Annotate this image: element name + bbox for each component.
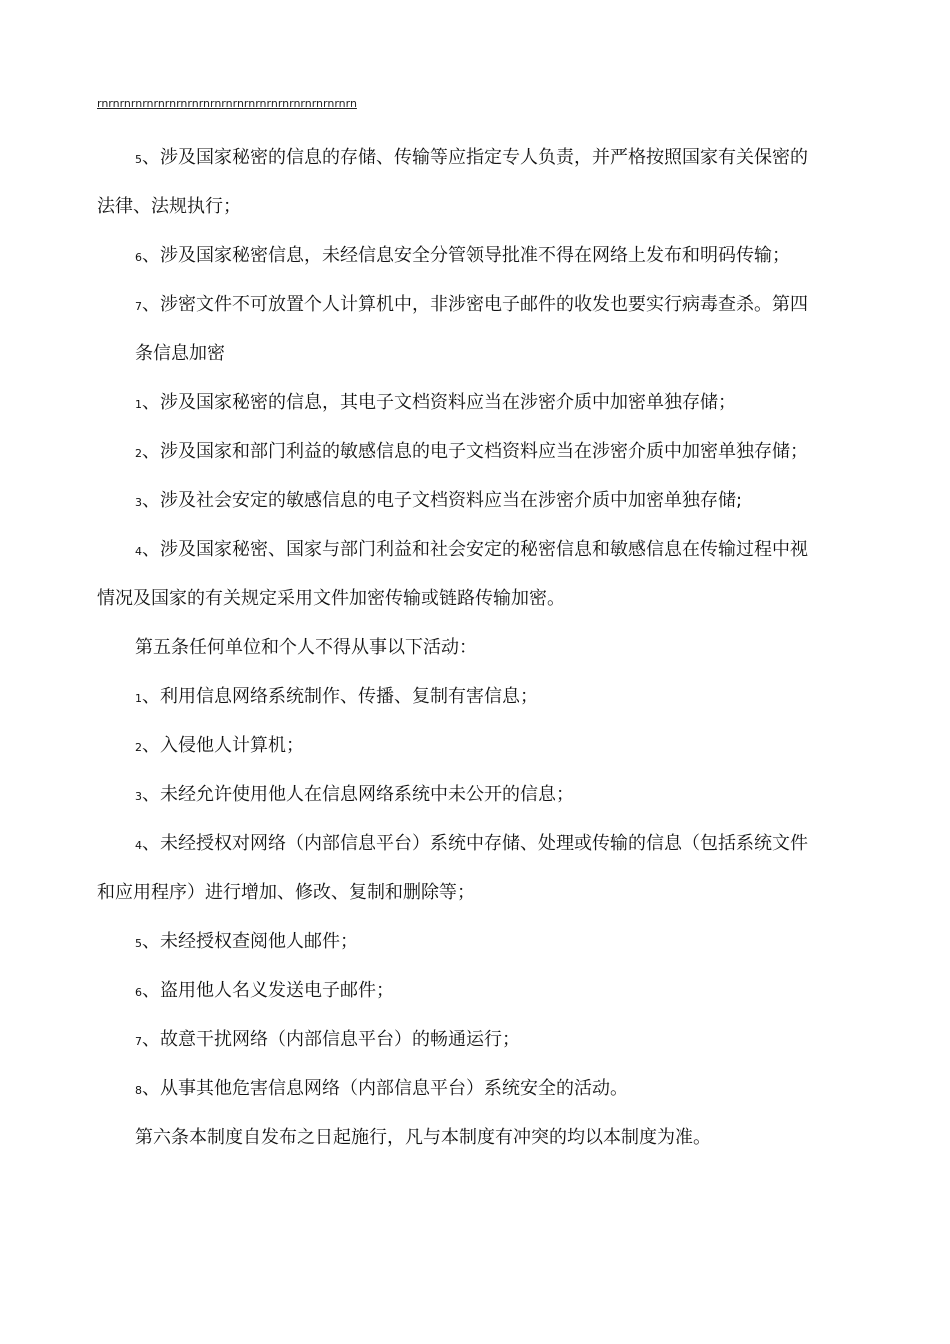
line-item-7 <box>135 294 808 318</box>
line-item-3 <box>135 490 742 514</box>
line-item-2 <box>135 735 304 759</box>
item-number: 4 <box>135 545 142 558</box>
line-item-1 <box>135 392 736 416</box>
item-text: 、未经授权查阅他人邮件； <box>142 931 358 952</box>
item-text: 第五条任何单位和个人不得从事以下活动： <box>135 637 477 658</box>
item-text: 、入侵他人计算机； <box>142 735 304 756</box>
item-number: 3 <box>135 790 142 803</box>
item-text: 、利用信息网络系统制作、传播、复制有害信息； <box>142 686 538 707</box>
line-item-1 <box>135 686 538 710</box>
item-text: 第六条本制度自发布之日起施行，凡与本制度有冲突的均以本制度为准。 <box>135 1127 711 1148</box>
item-number: 3 <box>135 496 142 509</box>
line-item-7 <box>135 1029 520 1053</box>
line-item-4 <box>135 539 808 563</box>
item-text: 、涉及国家秘密、国家与部门利益和社会安定的秘密信息和敏感信息在传输过程中视 <box>142 539 808 560</box>
line-item-5 <box>135 147 808 171</box>
item-text: 、涉及国家秘密的信息，其电子文档资料应当在涉密介质中加密单独存储； <box>142 392 736 413</box>
item-text: 、从事其他危害信息网络（内部信息平台）系统安全的活动。 <box>142 1078 628 1099</box>
header-garbled-text: rnrnrnrnrnrnrnrnrnrnrnrnrnrnrnrnrnrnrnrnrnrnrn <box>97 97 357 110</box>
line-continuation <box>97 882 475 904</box>
section-title <box>135 343 225 365</box>
line-item-2 <box>135 441 808 465</box>
item-text: 法律、法规执行； <box>97 196 241 217</box>
item-text: 、涉及国家秘密信息，未经信息安全分管领导批准不得在网络上发布和明码传输； <box>142 245 790 266</box>
item-text: 条信息加密 <box>135 343 225 364</box>
line-item-3 <box>135 784 574 808</box>
line-item-6 <box>135 980 394 1004</box>
section-title <box>135 637 477 659</box>
line-item-6 <box>135 245 790 269</box>
item-number: 7 <box>135 1035 142 1048</box>
item-number: 5 <box>135 937 142 950</box>
item-number: 1 <box>135 692 142 705</box>
item-number: 4 <box>135 839 142 852</box>
item-number: 2 <box>135 447 142 460</box>
item-text: 情况及国家的有关规定采用文件加密传输或链路传输加密。 <box>97 588 565 609</box>
item-text: 、盗用他人名义发送电子邮件； <box>142 980 394 1001</box>
item-text: 、未经允许使用他人在信息网络系统中未公开的信息； <box>142 784 574 805</box>
item-number: 6 <box>135 986 142 999</box>
item-text: 和应用程序）进行增加、修改、复制和删除等； <box>97 882 475 903</box>
item-number: 7 <box>135 300 142 313</box>
item-text: 、涉及国家和部门利益的敏感信息的电子文档资料应当在涉密介质中加密单独存储； <box>142 441 808 462</box>
item-number: 5 <box>135 153 142 166</box>
line-item-4 <box>135 833 808 857</box>
item-text: 、涉密文件不可放置个人计算机中，非涉密电子邮件的收发也要实行病毒查杀。第四 <box>142 294 808 315</box>
line-item-5 <box>135 931 358 955</box>
item-number: 2 <box>135 741 142 754</box>
item-text: 、故意干扰网络（内部信息平台）的畅通运行； <box>142 1029 520 1050</box>
item-number: 8 <box>135 1084 142 1097</box>
section-title <box>135 1127 711 1149</box>
item-text: 、涉及国家秘密的信息的存储、传输等应指定专人负责，并严格按照国家有关保密的 <box>142 147 808 168</box>
item-text: 、涉及社会安定的敏感信息的电子文档资料应当在涉密介质中加密单独存储; <box>142 490 743 511</box>
line-continuation <box>97 588 565 610</box>
item-number: 6 <box>135 251 142 264</box>
item-number: 1 <box>135 398 142 411</box>
line-item-8 <box>135 1078 628 1102</box>
item-text: 、未经授权对网络（内部信息平台）系统中存储、处理或传输的信息（包括系统文件 <box>142 833 808 854</box>
line-continuation <box>97 196 241 218</box>
